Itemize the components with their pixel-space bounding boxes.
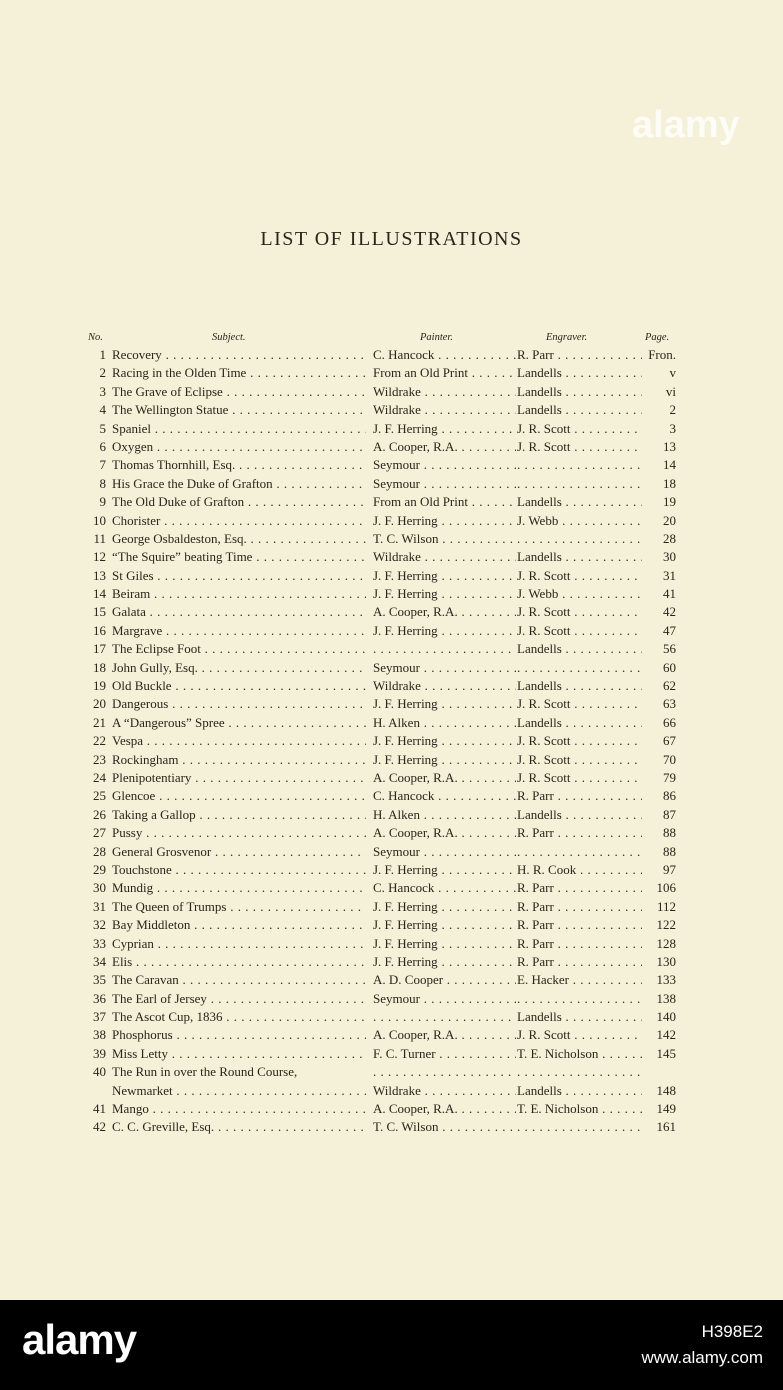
- cell-no: 5: [99, 420, 106, 436]
- cell-page: 28: [663, 530, 676, 546]
- cell-page: 86: [663, 788, 676, 804]
- cell-page: 2: [669, 402, 676, 418]
- cell-no: 26: [93, 806, 106, 822]
- cell-page: 14: [663, 457, 676, 473]
- cell-subject: Glencoe . . .: [112, 787, 366, 805]
- cell-no: 24: [93, 769, 106, 785]
- cell-subject: George Osbaldeston, Esq. . . .: [112, 530, 366, 548]
- cell-subject: Miss Letty . . .: [112, 1045, 366, 1063]
- list-item: [0, 622, 783, 640]
- cell-subject: Dangerous . . .: [112, 695, 366, 713]
- cell-subject: Plenipotentiary . . .: [112, 769, 366, 787]
- cell-no: 28: [93, 843, 106, 859]
- cell-page: 87: [663, 806, 676, 822]
- cell-engraver: Landells . . .: [517, 1008, 642, 1026]
- cell-painter: A. Cooper, R.A. . . .: [373, 1026, 516, 1044]
- cell-no: 11: [93, 530, 106, 546]
- cell-page: 106: [656, 880, 676, 896]
- cell-painter: Wildrake . . .: [373, 548, 516, 566]
- cell-no: 12: [93, 549, 106, 565]
- cell-painter: H. Alken . . .: [373, 714, 516, 732]
- cell-page: 63: [663, 696, 676, 712]
- list-item: [0, 990, 783, 1008]
- cell-subject: Taking a Gallop . . .: [112, 806, 366, 824]
- cell-painter: A. Cooper, R.A. . . .: [373, 769, 516, 787]
- cell-painter: T. C. Wilson . . .: [373, 530, 516, 548]
- list-item: [0, 603, 783, 621]
- list-item: [0, 879, 783, 897]
- cell-subject: Chorister . . .: [112, 512, 366, 530]
- cell-engraver: R. Parr . . .: [517, 953, 642, 971]
- cell-engraver: J. R. Scott . . .: [517, 695, 642, 713]
- cell-page: 142: [656, 1027, 676, 1043]
- cell-painter: J. F. Herring . . .: [373, 953, 516, 971]
- cell-painter: J. F. Herring . . .: [373, 916, 516, 934]
- cell-subject: Beiram . . .: [112, 585, 366, 603]
- list-item: [0, 843, 783, 861]
- cell-page: 19: [663, 494, 676, 510]
- list-item: [0, 567, 783, 585]
- cell-subject: Spaniel . . .: [112, 420, 366, 438]
- cell-page: v: [669, 365, 676, 381]
- cell-subject: Rockingham . . .: [112, 751, 366, 769]
- cell-subject: Mundig . . .: [112, 879, 366, 897]
- cell-page: vi: [665, 383, 676, 399]
- list-item: [0, 861, 783, 879]
- list-item: [0, 806, 783, 824]
- list-item: [0, 585, 783, 603]
- cell-painter: A. Cooper, R.A. . . .: [373, 438, 516, 456]
- cell-page: 31: [663, 567, 676, 583]
- cell-no: 15: [93, 604, 106, 620]
- cell-page: 149: [656, 1101, 676, 1117]
- cell-painter: [373, 1063, 516, 1081]
- header-page: Page.: [645, 332, 670, 343]
- cell-engraver: Landells . . .: [517, 640, 642, 658]
- cell-page: 56: [663, 641, 676, 657]
- list-item: [0, 493, 783, 511]
- cell-no: 25: [93, 788, 106, 804]
- cell-subject: John Gully, Esq. . . .: [112, 659, 366, 677]
- cell-painter: H. Alken . . .: [373, 806, 516, 824]
- cell-painter: Seymour . . .: [373, 456, 516, 474]
- cell-page: 18: [663, 475, 676, 491]
- cell-engraver: Landells . . .: [517, 401, 642, 419]
- cell-no: 14: [93, 586, 106, 602]
- cell-no: 6: [99, 438, 106, 454]
- cell-engraver: Landells . . .: [517, 493, 642, 511]
- list-item: [0, 971, 783, 989]
- cell-no: 30: [93, 880, 106, 896]
- cell-subject: The Earl of Jersey . . .: [112, 990, 366, 1008]
- list-item: [0, 677, 783, 695]
- cell-painter: C. Hancock . . .: [373, 346, 516, 364]
- list-item: [0, 548, 783, 566]
- list-item: [0, 1026, 783, 1044]
- list-item: [0, 640, 783, 658]
- cell-subject: Elis . . .: [112, 953, 366, 971]
- list-item: [0, 659, 783, 677]
- cell-subject: Old Buckle . . .: [112, 677, 366, 695]
- cell-no: 18: [93, 659, 106, 675]
- cell-subject: The Old Duke of Grafton . . .: [112, 493, 366, 511]
- list-item: [0, 438, 783, 456]
- cell-engraver: J. Webb . . .: [517, 512, 642, 530]
- cell-subject: Pussy . . .: [112, 824, 366, 842]
- cell-painter: T. C. Wilson . . .: [373, 1118, 516, 1136]
- cell-subject: Vespa . . .: [112, 732, 366, 750]
- cell-no: 4: [99, 402, 106, 418]
- cell-subject: Recovery . . .: [112, 346, 366, 364]
- cell-page: 112: [656, 898, 676, 914]
- cell-engraver: Landells . . .: [517, 1082, 642, 1100]
- list-item: [0, 346, 783, 364]
- cell-engraver: Landells . . .: [517, 806, 642, 824]
- cell-page: 88: [663, 825, 676, 841]
- header-painter: Painter.: [420, 332, 453, 343]
- cell-subject: Touchstone . . .: [112, 861, 366, 879]
- cell-engraver: Landells . . .: [517, 383, 642, 401]
- cell-engraver: J. R. Scott . . .: [517, 1026, 642, 1044]
- cell-no: 20: [93, 696, 106, 712]
- cell-no: 37: [93, 1009, 106, 1025]
- cell-painter: J. F. Herring . . .: [373, 695, 516, 713]
- cell-engraver: J. R. Scott . . .: [517, 420, 642, 438]
- cell-subject: The Queen of Trumps . . .: [112, 898, 366, 916]
- cell-page: Fron.: [648, 347, 676, 362]
- cell-subject: The Ascot Cup, 1836 . . .: [112, 1008, 366, 1026]
- watermark: alamy: [632, 104, 740, 146]
- list-item: [0, 1063, 783, 1081]
- cell-page: 133: [656, 972, 676, 988]
- cell-no: 17: [93, 641, 106, 657]
- cell-subject: “The Squire” beating Time . . .: [112, 548, 366, 566]
- cell-page: 42: [663, 604, 676, 620]
- list-item: [0, 420, 783, 438]
- list-item: [0, 1008, 783, 1026]
- cell-no: 27: [93, 825, 106, 841]
- cell-subject: Oxygen . . .: [112, 438, 366, 456]
- list-item: [0, 714, 783, 732]
- cell-subject: C. C. Greville, Esq. . . .: [112, 1118, 366, 1136]
- cell-no: 19: [93, 678, 106, 694]
- cell-no: 32: [93, 917, 106, 933]
- brand-logo: alamy: [22, 1316, 137, 1363]
- cell-painter: Seymour . . .: [373, 659, 516, 677]
- list-item: [0, 1100, 783, 1118]
- cell-painter: J. F. Herring . . .: [373, 751, 516, 769]
- cell-subject: Racing in the Olden Time . . .: [112, 364, 366, 382]
- cell-no: 35: [93, 972, 106, 988]
- list-item: [0, 1045, 783, 1063]
- cell-no: 36: [93, 990, 106, 1006]
- cell-painter: J. F. Herring . . .: [373, 622, 516, 640]
- list-item: [0, 1082, 783, 1100]
- cell-page: 70: [663, 751, 676, 767]
- cell-engraver: [517, 456, 642, 474]
- cell-page: 13: [663, 438, 676, 454]
- header-subject: Subject.: [212, 332, 246, 343]
- cell-engraver: J. R. Scott . . .: [517, 603, 642, 621]
- cell-subject: Thomas Thornhill, Esq. . . .: [112, 456, 366, 474]
- cell-engraver: R. Parr . . .: [517, 787, 642, 805]
- cell-no: 22: [93, 733, 106, 749]
- cell-page: 79: [663, 769, 676, 785]
- cell-subject: A “Dangerous” Spree . . .: [112, 714, 366, 732]
- cell-engraver: Landells . . .: [517, 677, 642, 695]
- list-item: [0, 935, 783, 953]
- cell-painter: A. Cooper, R.A. . . .: [373, 824, 516, 842]
- cell-no: 21: [93, 714, 106, 730]
- illustrations-list: [0, 346, 783, 1137]
- cell-engraver: H. R. Cook . . .: [517, 861, 642, 879]
- cell-engraver: J. R. Scott . . .: [517, 438, 642, 456]
- cell-subject: The Grave of Eclipse . . .: [112, 383, 366, 401]
- header-engraver: Engraver.: [546, 332, 588, 343]
- cell-no: 23: [93, 751, 106, 767]
- cell-subject: The Wellington Statue . . .: [112, 401, 366, 419]
- cell-no: 33: [93, 935, 106, 951]
- site-url: www.alamy.com: [641, 1348, 763, 1367]
- cell-page: 62: [663, 678, 676, 694]
- cell-painter: Seymour . . .: [373, 475, 516, 493]
- cell-page: 30: [663, 549, 676, 565]
- cell-engraver: J. Webb . . .: [517, 585, 642, 603]
- cell-painter: [373, 640, 516, 658]
- cell-engraver: [517, 843, 642, 861]
- cell-painter: Wildrake . . .: [373, 1082, 516, 1100]
- cell-engraver: T. E. Nicholson . . .: [517, 1045, 642, 1063]
- cell-engraver: R. Parr . . .: [517, 898, 642, 916]
- cell-no: 34: [93, 953, 106, 969]
- cell-engraver: J. R. Scott . . .: [517, 567, 642, 585]
- cell-painter: Seymour . . .: [373, 843, 516, 861]
- cell-no: 38: [93, 1027, 106, 1043]
- cell-page: 3: [669, 420, 676, 436]
- cell-painter: J. F. Herring . . .: [373, 585, 516, 603]
- cell-painter: From an Old Print . . .: [373, 493, 516, 511]
- cell-subject: Mango . . .: [112, 1100, 366, 1118]
- cell-page: 140: [656, 1009, 676, 1025]
- cell-subject: Cyprian . . .: [112, 935, 366, 953]
- list-item: [0, 456, 783, 474]
- list-item: [0, 732, 783, 750]
- cell-subject: The Eclipse Foot . . .: [112, 640, 366, 658]
- cell-page: 41: [663, 586, 676, 602]
- cell-painter: F. C. Turner . . .: [373, 1045, 516, 1063]
- list-item: [0, 475, 783, 493]
- image-code: H398E2: [701, 1322, 763, 1341]
- cell-painter: J. F. Herring . . .: [373, 898, 516, 916]
- cell-painter: J. F. Herring . . .: [373, 420, 516, 438]
- cell-engraver: [517, 1118, 642, 1136]
- cell-subject: The Caravan . . .: [112, 971, 366, 989]
- cell-no: 2: [99, 365, 106, 381]
- cell-engraver: R. Parr . . .: [517, 935, 642, 953]
- cell-page: 138: [656, 990, 676, 1006]
- list-item: [0, 953, 783, 971]
- cell-painter: A. Cooper, R.A. . . .: [373, 1100, 516, 1118]
- list-item: [0, 695, 783, 713]
- cell-no: 9: [99, 494, 106, 510]
- cell-page: 148: [656, 1082, 676, 1098]
- cell-no: 1: [99, 347, 106, 362]
- cell-engraver: J. R. Scott . . .: [517, 622, 642, 640]
- cell-subject: Margrave . . .: [112, 622, 366, 640]
- cell-engraver: R. Parr . . .: [517, 916, 642, 934]
- cell-no: 39: [93, 1045, 106, 1061]
- cell-painter: Wildrake . . .: [373, 401, 516, 419]
- cell-no: 31: [93, 898, 106, 914]
- cell-engraver: R. Parr . . .: [517, 824, 642, 842]
- list-item: [0, 364, 783, 382]
- cell-engraver: T. E. Nicholson . . .: [517, 1100, 642, 1118]
- cell-painter: A. Cooper, R.A. . . .: [373, 603, 516, 621]
- cell-painter: Wildrake . . .: [373, 383, 516, 401]
- header-no: No.: [88, 332, 103, 343]
- cell-engraver: R. Parr . . .: [517, 879, 642, 897]
- cell-subject: General Grosvenor . . .: [112, 843, 366, 861]
- cell-painter: C. Hancock . . .: [373, 787, 516, 805]
- cell-subject: His Grace the Duke of Grafton . . .: [112, 475, 366, 493]
- cell-subject: St Giles . . .: [112, 567, 366, 585]
- cell-painter: [373, 1008, 516, 1026]
- cell-page: 66: [663, 714, 676, 730]
- page-title: LIST OF ILLUSTRATIONS: [260, 228, 523, 250]
- cell-page: 122: [656, 917, 676, 933]
- cell-painter: C. Hancock . . .: [373, 879, 516, 897]
- cell-engraver: [517, 475, 642, 493]
- cell-painter: J. F. Herring . . .: [373, 861, 516, 879]
- cell-no: 16: [93, 622, 106, 638]
- list-item: [0, 769, 783, 787]
- cell-page: 88: [663, 843, 676, 859]
- cell-page: 145: [656, 1045, 676, 1061]
- cell-subject: Bay Middleton . . .: [112, 916, 366, 934]
- cell-engraver: Landells . . .: [517, 364, 642, 382]
- cell-engraver: E. Hacker . . .: [517, 971, 642, 989]
- cell-page: 20: [663, 512, 676, 528]
- cell-painter: J. F. Herring . . .: [373, 512, 516, 530]
- list-item: [0, 530, 783, 548]
- cell-engraver: R. Parr . . .: [517, 346, 642, 364]
- list-item: [0, 787, 783, 805]
- cell-subject: Newmarket . . .: [112, 1082, 366, 1100]
- cell-page: 97: [663, 861, 676, 877]
- cell-painter: J. F. Herring . . .: [373, 732, 516, 750]
- cell-no: 10: [93, 512, 106, 528]
- cell-no: 3: [99, 383, 106, 399]
- list-item: [0, 1118, 783, 1136]
- cell-no: 13: [93, 567, 106, 583]
- cell-subject: Phosphorus . . .: [112, 1026, 366, 1044]
- cell-subject: Galata . . .: [112, 603, 366, 621]
- cell-page: 130: [656, 953, 676, 969]
- cell-painter: J. F. Herring . . .: [373, 935, 516, 953]
- list-item: [0, 383, 783, 401]
- cell-engraver: [517, 990, 642, 1008]
- cell-engraver: Landells . . .: [517, 548, 642, 566]
- cell-no: 41: [93, 1101, 106, 1117]
- cell-engraver: [517, 530, 642, 548]
- list-item: [0, 512, 783, 530]
- cell-painter: From an Old Print . . .: [373, 364, 516, 382]
- cell-page: 128: [656, 935, 676, 951]
- cell-engraver: Landells . . .: [517, 714, 642, 732]
- list-item: [0, 916, 783, 934]
- cell-no: 8: [99, 475, 106, 491]
- cell-engraver: [517, 1063, 642, 1081]
- list-item: [0, 401, 783, 419]
- cell-no: 7: [99, 457, 106, 473]
- list-item: [0, 751, 783, 769]
- list-item: [0, 824, 783, 842]
- cell-engraver: [517, 659, 642, 677]
- cell-page: 67: [663, 733, 676, 749]
- cell-no: 42: [93, 1119, 106, 1135]
- cell-painter: A. D. Cooper . . .: [373, 971, 516, 989]
- cell-page: 47: [663, 622, 676, 638]
- cell-page: 161: [656, 1119, 676, 1135]
- cell-page: 60: [663, 659, 676, 675]
- cell-painter: J. F. Herring . . .: [373, 567, 516, 585]
- cell-subject: The Run in over the Round Course,: [112, 1064, 298, 1080]
- cell-painter: Seymour . . .: [373, 990, 516, 1008]
- cell-no: 29: [93, 861, 106, 877]
- cell-engraver: J. R. Scott . . .: [517, 769, 642, 787]
- cell-no: 40: [93, 1064, 106, 1080]
- cell-engraver: J. R. Scott . . .: [517, 732, 642, 750]
- list-item: [0, 898, 783, 916]
- cell-painter: Wildrake . . .: [373, 677, 516, 695]
- cell-engraver: J. R. Scott . . .: [517, 751, 642, 769]
